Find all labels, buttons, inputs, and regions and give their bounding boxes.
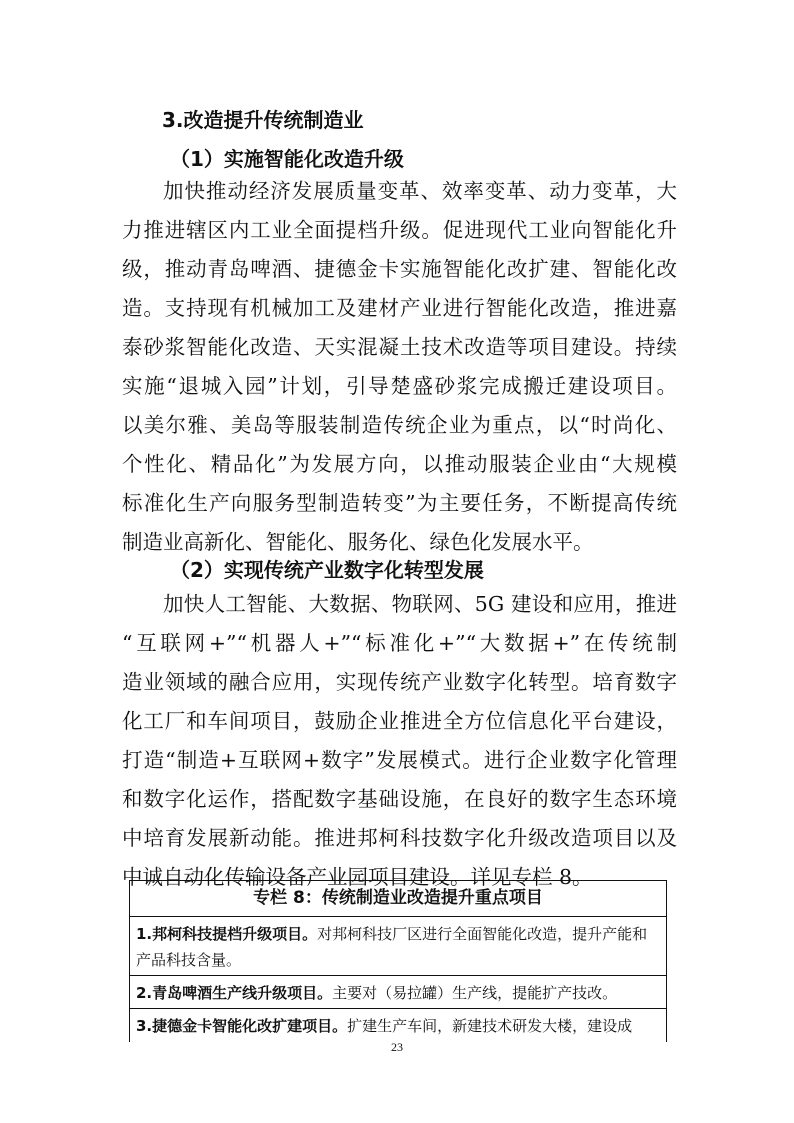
table-row — [130, 1009, 666, 1042]
paragraph-line: 实施“退城入园”计划，引导楚盛砂浆完成搬迁建设项目。 — [122, 374, 677, 398]
paragraph-line: 造。支持现有机械加工及建材产业进行智能化改造，推进嘉 — [122, 296, 677, 320]
section-heading: 3.改造提升传统制造业 — [162, 108, 364, 132]
project-table — [129, 880, 667, 1042]
paragraph-line: 个性化、精品化”为发展方向，以推动服装企业由“大规模 — [122, 452, 677, 476]
paragraph-1 — [122, 172, 677, 562]
paragraph-line: 加快人工智能、大数据、物联网、5G 建设和应用，推进 — [163, 592, 677, 616]
table-row-title: 1.邦柯科技提档升级项目。 — [136, 925, 318, 943]
paragraph-2 — [122, 585, 677, 897]
paragraph-line: 和数字化运作，搭配数字基础设施，在良好的数字生态环境 — [122, 787, 677, 811]
table-row — [130, 917, 666, 976]
paragraph-line: 力推进辖区内工业全面提档升级。促进现代工业向智能化升 — [122, 218, 677, 242]
paragraph-line: 级，推动青岛啤酒、捷德金卡实施智能化改扩建、智能化改 — [122, 257, 677, 281]
paragraph-line: 制造业高新化、智能化、服务化、绿色化发展水平。 — [122, 530, 594, 554]
paragraph-line: 中培育发展新动能。推进邦柯科技数字化升级改造项目以及 — [122, 826, 677, 850]
paragraph-line: 化工厂和车间项目，鼓励企业推进全方位信息化平台建设， — [122, 709, 677, 733]
paragraph-line: 中诚自动化传输设备产业园项目建设。详见专栏 8。 — [122, 865, 593, 889]
paragraph-line: 以美尔雅、美岛等服装制造传统企业为重点，以“时尚化、 — [122, 413, 677, 437]
table-title: 专栏 8：传统制造业改造提升重点项目 — [130, 881, 666, 917]
paragraph-line: 泰砂浆智能化改造、天实混凝土技术改造等项目建设。持续 — [122, 335, 677, 359]
table-row-title: 2.青岛啤酒生产线升级项目。 — [136, 984, 333, 1002]
subsection-heading-2: （2）实现传统产业数字化转型发展 — [170, 558, 484, 582]
table-row-title: 3.捷德金卡智能化改扩建项目。 — [136, 1017, 348, 1035]
subsection-heading-1: （1）实施智能化改造升级 — [170, 147, 404, 171]
paragraph-line: 造业领域的融合应用，实现传统产业数字化转型。培育数字 — [122, 670, 677, 694]
paragraph-line: 打造“制造+互联网+数字”发展模式。进行企业数字化管理 — [122, 748, 677, 772]
table-row-text: 对邦柯科技厂区进行全面智能化改造，提升产能和产品科技含量。 — [136, 925, 648, 969]
table-row-text: 扩建生产车间，新建技术研发大楼，建设成 — [347, 1017, 633, 1035]
page-number: 23 — [391, 1040, 403, 1054]
paragraph-line: 标准化生产向服务型制造转变”为主要任务，不断提高传统 — [122, 491, 677, 515]
paragraph-line: “互联网+”“机器人+”“标准化+”“大数据+”在传统制 — [122, 631, 677, 655]
table-row-text: 主要对（易拉罐）生产线，提能扩产技改。 — [332, 984, 618, 1002]
table-row — [130, 976, 666, 1009]
paragraph-line: 加快推动经济发展质量变革、效率变革、动力变革，大 — [163, 179, 677, 203]
